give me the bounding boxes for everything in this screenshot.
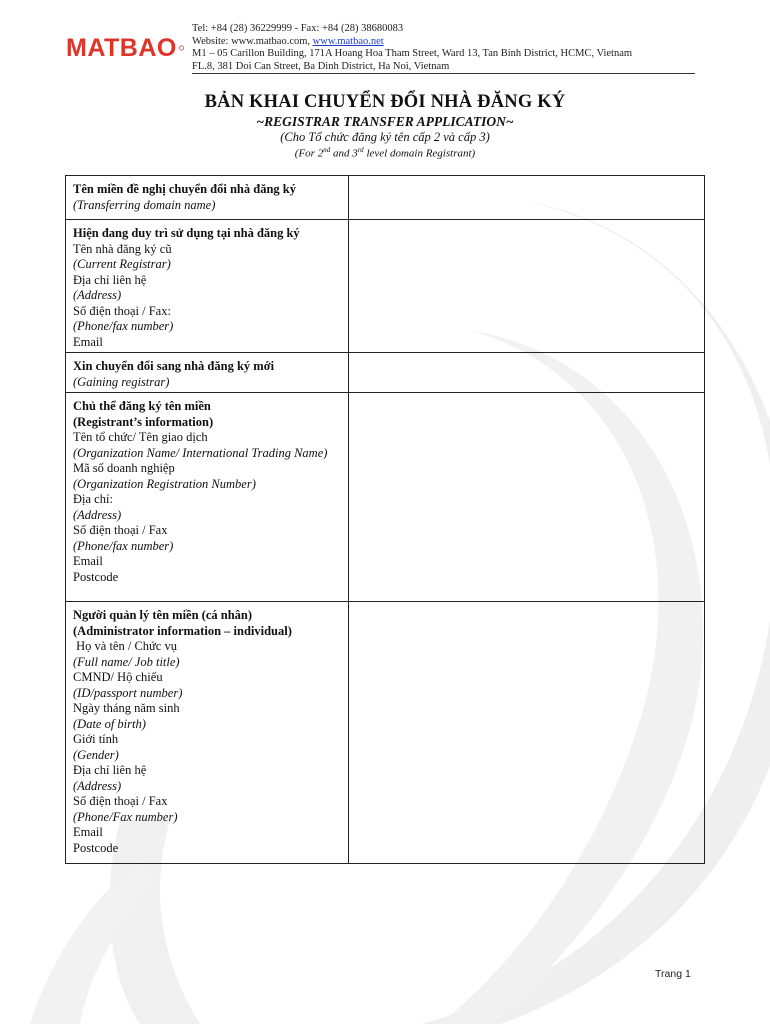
input-registrant-info[interactable] <box>349 393 705 602</box>
row-transferring-domain <box>66 176 705 220</box>
row-current-registrar <box>66 220 705 353</box>
title-en: ~REGISTRAR TRANSFER APPLICATION~ <box>256 114 514 129</box>
input-current-registrar[interactable] <box>349 220 705 353</box>
row-registrant-info <box>66 393 705 602</box>
label-transferring-domain: Tên miền đề nghị chuyển đổi nhà đăng ký (Transferring domain name) <box>66 176 349 220</box>
website-link[interactable]: www.matbao.net <box>312 35 384 47</box>
page-number: Trang 1 <box>655 968 691 980</box>
label-gaining-registrar: Xin chuyển đổi sang nhà đăng ký mới (Gaining registrar) <box>66 353 349 393</box>
input-transferring-domain[interactable] <box>349 176 705 220</box>
logo-wordmark: MATBAO <box>66 34 177 62</box>
website-label: Website: www.matbao.com, <box>192 35 313 47</box>
subtitle-vi: (Cho Tổ chức đăng ký tên cấp 2 và cấp 3) <box>280 130 490 144</box>
contact-info <box>192 23 632 73</box>
row-administrator-info <box>66 602 705 864</box>
transfer-form-table <box>65 175 705 864</box>
label-administrator-info: Người quản lý tên miền (cá nhân) (Administrator information – individual) Họ và tên / Chức vụ (Full name/ Job title) CMND/ Hộ chiếu (ID/passport number) Ngày tháng năm sinh (Date of birth) Giới tính (Gender) Địa chỉ liên hệ (Address) Số điện thoại / Fax (Phone/Fax number) Email Postcode <box>66 602 349 864</box>
contact-tel: Tel: +84 (28) 36229999 - Fax: +84 (28) 38680083 <box>192 23 404 34</box>
input-gaining-registrar[interactable] <box>349 353 705 393</box>
subtitle-en: (For 2nd and 3rd level domain Registrant) <box>294 146 476 160</box>
header-divider <box>192 73 695 74</box>
label-registrant-info: Chủ thể đăng ký tên miền (Registrant’s information) Tên tổ chức/ Tên giao dịch (Organization Name/ International Trading Name) Mã số doanh nghiệp (Organization Registration Number) Địa chỉ: (Address) Số điện thoại / Fax (Phone/fax number) Email Postcode <box>66 393 349 602</box>
contact-address-hanoi: FL.8, 381 Doi Can Street, Ba Dinh District, Ha Noi, Vietnam <box>192 60 450 72</box>
contact-website <box>192 36 632 49</box>
matbao-logo <box>66 34 184 62</box>
logo-swirl-icon <box>179 38 184 58</box>
row-gaining-registrar <box>66 353 705 393</box>
contact-address-hcm: M1 – 05 Carillon Building, 171A Hoang Hoa Tham Street, Ward 13, Tan Binh District, HCMC, Vietnam <box>192 48 633 59</box>
input-administrator-info[interactable] <box>349 602 705 864</box>
title-vi: BẢN KHAI CHUYỂN ĐỔI NHÀ ĐĂNG KÝ <box>204 92 566 112</box>
label-current-registrar: Hiện đang duy trì sử dụng tại nhà đăng ký Tên nhà đăng ký cũ (Current Registrar) Địa chỉ liên hệ (Address) Số điện thoại / Fax: (Phone/fax number) Email <box>66 220 349 353</box>
